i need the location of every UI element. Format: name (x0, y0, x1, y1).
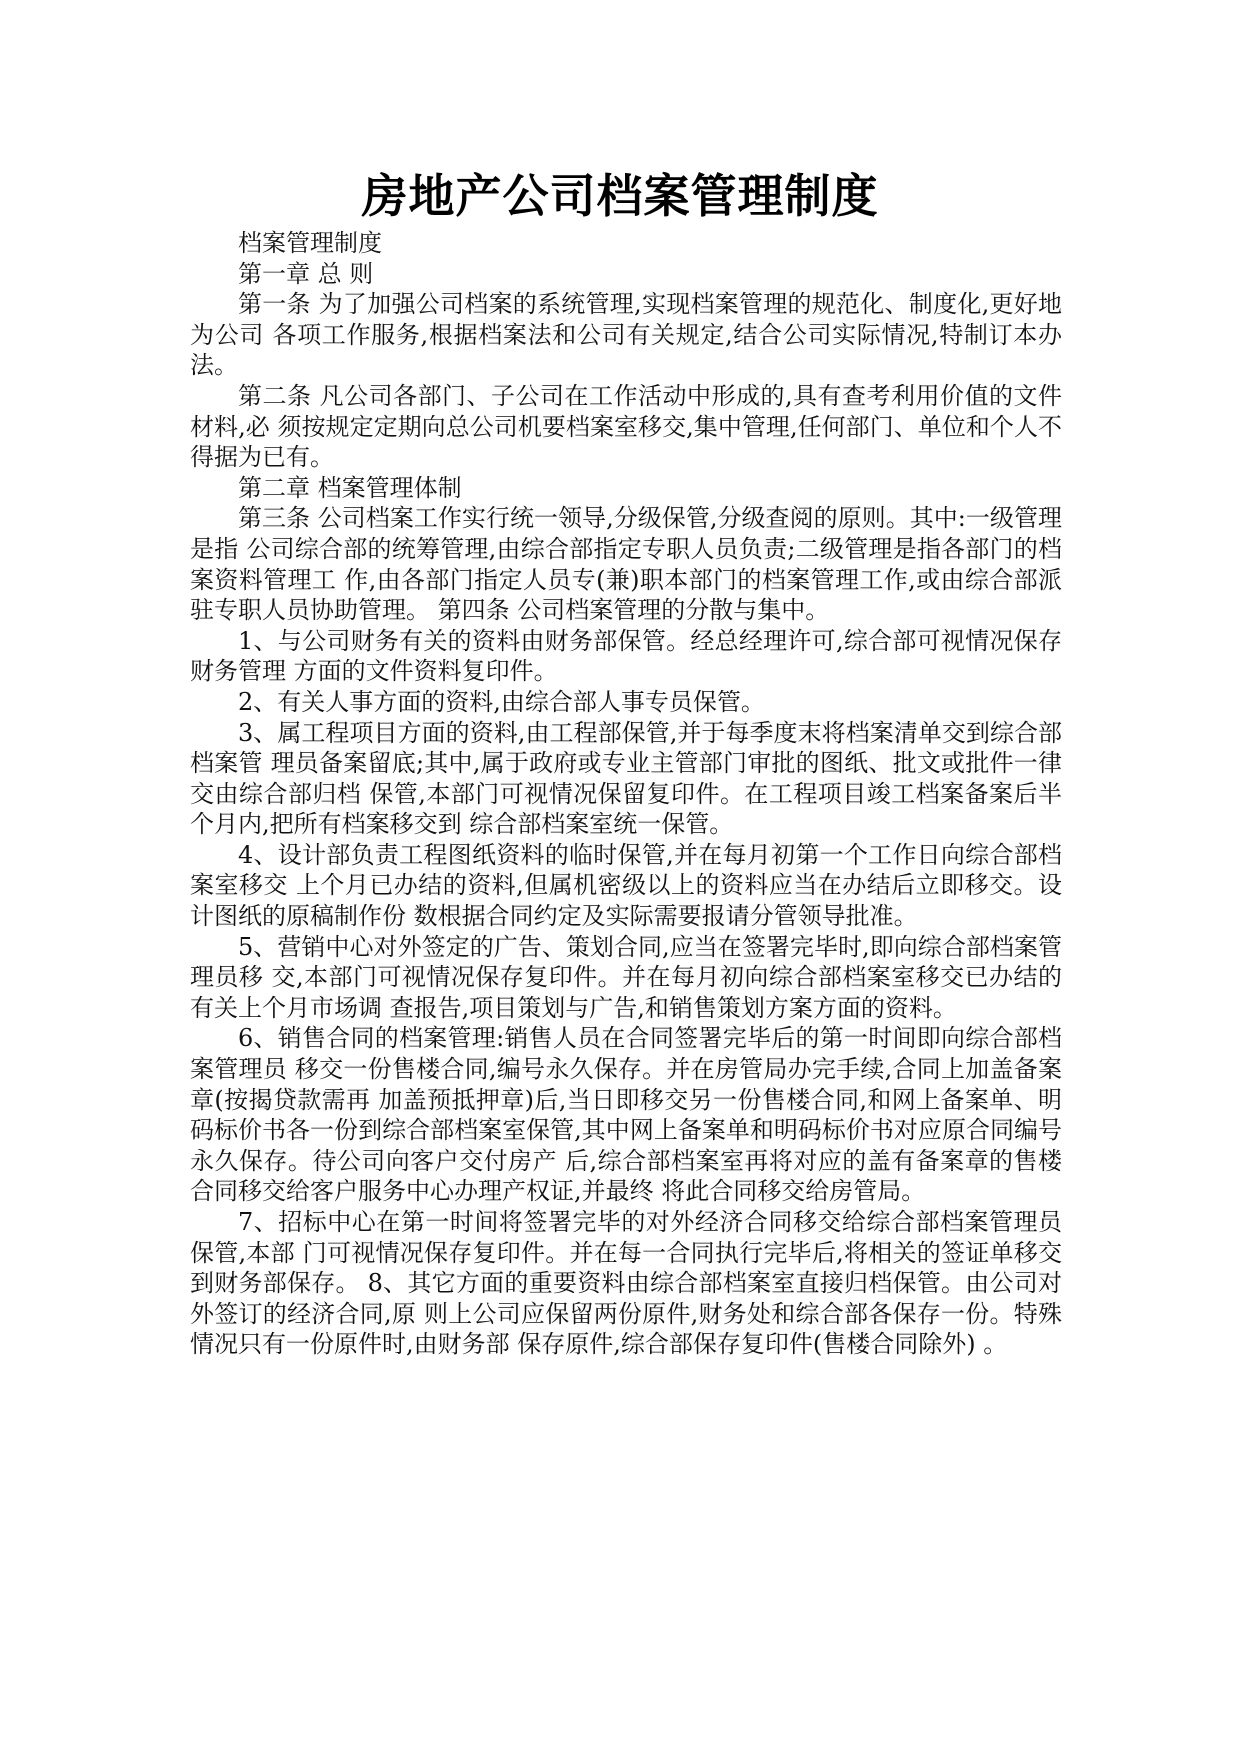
item-4: 4、设计部负责工程图纸资料的临时保管,并在每月初第一个工作日向综合部档案室移交 上个月已办结的资料,但属机密级以上的资料应当在办结后立即移交。设计图纸的原稿制作份 数根据合同约定及实际需要报请分管领导批准。 (190, 840, 1062, 931)
item-7-8: 7、招标中心在第一时间将签署完毕的对外经济合同移交给综合部档案管理员保管,本部 门可视情况保存复印件。并在每一合同执行完毕后,将相关的签证单移交到财务部保存。 8、其它方面的重要资料由综合部档案室直接归档保管。由公司对外签订的经济合同,原 则上公司应保留两份原件,财务处和综合部各保存一份。特殊情况只有一份原件时,由财务部 保存原件,综合部保存复印件(售楼合同除外) 。 (190, 1208, 1062, 1359)
item-3: 3、属工程项目方面的资料,由工程部保管,并于每季度末将档案清单交到综合部档案管 理员备案留底;其中,属于政府或专业主管部门审批的图纸、批文或批件一律交由综合部归档 保管,本部门可视情况保留复印件。在工程项目竣工档案备案后半个月内,把所有档案移交到 综合部档案室统一保管。 (190, 718, 1062, 839)
document-title: 房地产公司档案管理制度 (361, 169, 879, 223)
chapter-1-heading: 第一章 总 则 (238, 259, 374, 288)
item-5: 5、营销中心对外签定的广告、策划合同,应当在签署完毕时,即向综合部档案管理员移 交,本部门可视情况保存复印件。并在每月初向综合部档案室移交已办结的有关上个月市场调 查报告,项目策划与广告,和销售策划方案方面的资料。 (190, 932, 1062, 1022)
article-2: 第二条 凡公司各部门、子公司在工作活动中形成的,具有查考利用价值的文件材料,必 须按规定定期向总公司机要档案室移交,集中管理,任何部门、单位和个人不得据为已有。 (190, 381, 1062, 472)
item-6: 6、销售合同的档案管理:销售人员在合同签署完毕后的第一时间即向综合部档案管理员 移交一份售楼合同,编号永久保存。并在房管局办完手续,合同上加盖备案章(按揭贷款需再 加盖预抵押章)后,当日即移交另一份售楼合同,和网上备案单、明码标价书各一份到综合部档案室保管,其中网上备案单和明码标价书对应原合同编号永久保存。待公司向客户交付房产 后,综合部档案室再将对应的盖有备案章的售楼合同移交给客户服务中心办理产权证,并最终 将此合同移交给房管局。 (190, 1024, 1062, 1206)
document-body (190, 228, 1062, 1360)
chapter-2-heading: 第二章 档案管理体制 (238, 473, 462, 502)
item-2: 2、有关人事方面的资料,由综合部人事专员保管。 (238, 687, 765, 716)
article-1: 第一条 为了加强公司档案的系统管理,实现档案管理的规范化、制度化,更好地为公司 各项工作服务,根据档案法和公司有关规定,结合公司实际情况,特制订本办法。 (190, 290, 1062, 380)
item-1: 1、与公司财务有关的资料由财务部保管。经总经理许可,综合部可视情况保存财务管理 方面的文件资料复印件。 (190, 626, 1062, 686)
paragraph-heading: 档案管理制度 (238, 229, 382, 257)
article-3-4: 第三条 公司档案工作实行统一领导,分级保管,分级查阅的原则。其中:一级管理是指 公司综合部的统筹管理,由综合部指定专职人员负责;二级管理是指各部门的档案资料管理工 作,由各部门指定人员专(兼)职本部门的档案管理工作,或由综合部派驻专职人员协助管理。 第四条 公司档案管理的分散与集中。 (190, 504, 1062, 625)
